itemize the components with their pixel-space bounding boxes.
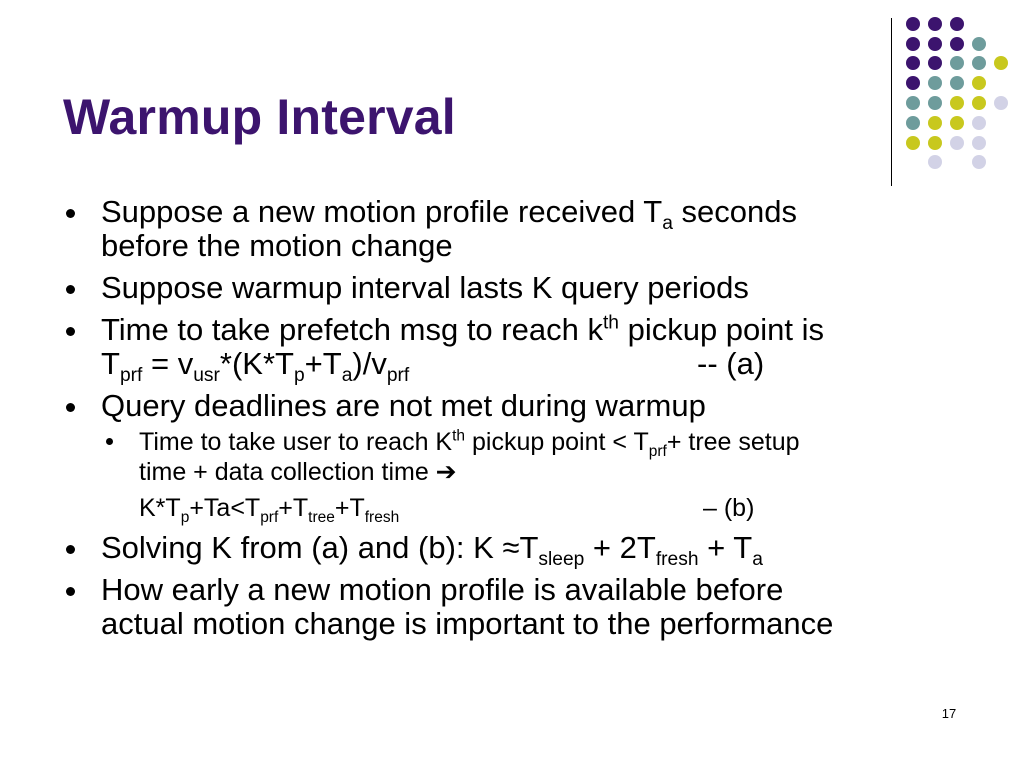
decorative-dot	[950, 76, 964, 90]
decorative-dot	[972, 37, 986, 51]
bullet-item	[64, 195, 994, 263]
decorative-dot	[906, 37, 920, 51]
decorative-dot	[928, 76, 942, 90]
subscript: p	[293, 365, 305, 387]
bullet-item	[64, 530, 994, 571]
decorative-dot	[906, 56, 920, 70]
text: pickup point is	[618, 312, 825, 347]
bullet-line	[101, 607, 994, 641]
decorative-dot	[972, 56, 986, 70]
bullet-line	[101, 346, 994, 387]
decorative-dot	[906, 116, 920, 130]
text: +T	[334, 494, 365, 522]
subscript: prf	[648, 443, 667, 460]
subscript: fresh	[364, 509, 400, 526]
decorative-dot	[928, 155, 942, 169]
subscript: a	[662, 213, 673, 235]
equation-tag: -- (a)	[697, 346, 765, 381]
bullet-line	[101, 573, 994, 607]
sub-bullet-line	[139, 457, 994, 487]
decorative-dot	[928, 56, 942, 70]
text: + T	[698, 530, 753, 565]
text: + 2T	[584, 530, 656, 565]
decorative-dot	[906, 17, 920, 31]
bullet-item	[64, 312, 994, 387]
sub-bullet-line	[139, 493, 994, 526]
decorative-dot	[972, 136, 986, 150]
decorative-dot	[928, 37, 942, 51]
decorative-dot	[906, 136, 920, 150]
text: before the motion change	[101, 228, 453, 263]
subscript: prf	[260, 509, 279, 526]
text: +T	[304, 346, 342, 381]
decorative-dot	[994, 96, 1008, 110]
page-number: 17	[941, 706, 957, 721]
decorative-dot	[972, 116, 986, 130]
text: Query deadlines are not met during warmup	[101, 388, 706, 423]
decorative-dot	[928, 96, 942, 110]
text: actual motion change is important to the performance	[101, 606, 834, 641]
decorative-dot-grid	[905, 12, 1015, 172]
subscript: a	[341, 365, 353, 387]
decorative-dot	[972, 155, 986, 169]
decorative-dot	[994, 56, 1008, 70]
bullet-item	[64, 573, 994, 641]
decorative-dot	[972, 76, 986, 90]
decorative-dot	[950, 17, 964, 31]
slide-title: Warmup Interval	[63, 89, 456, 145]
decorative-dot	[906, 96, 920, 110]
text: seconds	[672, 194, 797, 229]
bullet-item	[64, 271, 994, 305]
decorative-dot	[972, 96, 986, 110]
text: +T	[278, 494, 309, 522]
decorative-dot	[950, 56, 964, 70]
right-arrow-icon: ➔	[435, 458, 457, 486]
bullet-line	[101, 313, 994, 347]
text: + tree setup	[666, 428, 800, 456]
subscript: p	[180, 509, 190, 526]
bullet-line	[101, 229, 994, 263]
text: K*T	[139, 494, 181, 522]
bullet-line	[101, 389, 994, 423]
decorative-dot	[950, 136, 964, 150]
decorative-dot	[928, 116, 942, 130]
text: time + data collection time	[139, 458, 436, 486]
subscript: fresh	[655, 549, 699, 571]
text: T	[101, 346, 120, 381]
subscript: prf	[119, 365, 143, 387]
sub-bullet-line	[139, 427, 994, 460]
decorative-dot	[950, 37, 964, 51]
superscript: th	[452, 427, 466, 445]
superscript: th	[602, 312, 619, 334]
text: Solving K from (a) and (b): K ≈T	[101, 530, 539, 565]
bullet-line	[101, 530, 994, 571]
text: = v	[142, 346, 194, 381]
subscript: prf	[386, 365, 410, 387]
decorative-vertical-rule	[891, 18, 892, 186]
equation-tag: – (b)	[703, 494, 755, 522]
bullet-item	[64, 389, 994, 423]
text: Time to take prefetch msg to reach k	[101, 312, 603, 347]
text: )/v	[352, 346, 387, 381]
text: How early a new motion profile is available before	[101, 572, 784, 607]
text: Time to take user to reach K	[139, 428, 453, 456]
bullet-list	[64, 195, 994, 641]
text: Suppose a new motion profile received T	[101, 194, 663, 229]
text: +Ta<T	[189, 494, 261, 522]
subscript: sleep	[538, 549, 585, 571]
decorative-dot	[950, 116, 964, 130]
decorative-dot	[928, 136, 942, 150]
text: Suppose warmup interval lasts K query periods	[101, 270, 749, 305]
subscript: a	[752, 549, 763, 571]
decorative-dot	[950, 96, 964, 110]
subscript: tree	[308, 509, 335, 526]
text: pickup point < T	[465, 428, 649, 456]
decorative-dot	[906, 76, 920, 90]
subscript: usr	[193, 365, 220, 387]
decorative-dot	[928, 17, 942, 31]
sub-bullet-item	[64, 427, 994, 526]
text: *(K*T	[219, 346, 294, 381]
bullet-line	[101, 271, 994, 305]
bullet-line	[101, 194, 994, 235]
